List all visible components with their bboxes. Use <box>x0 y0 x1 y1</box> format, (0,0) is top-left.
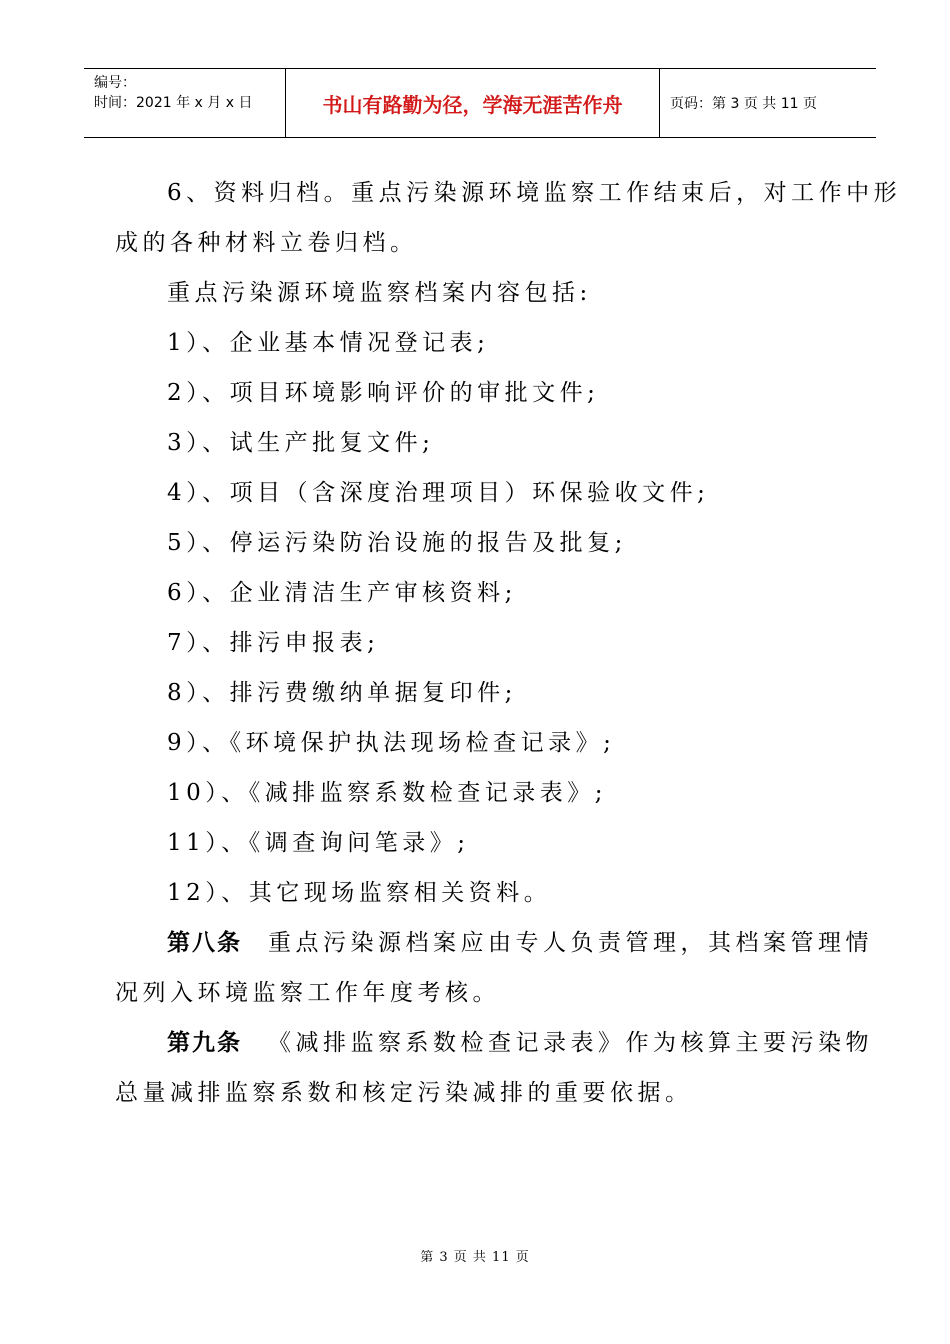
header-motto: 书山有路勤为径，学海无涯苦作舟 <box>286 69 660 137</box>
list-item: 6）、企业清洁生产审核资料; <box>167 580 517 606</box>
article-8-line-2: 况列入环境监察工作年度考核。 <box>115 980 500 1006</box>
page-header <box>84 68 876 138</box>
article-8-line-1 <box>167 924 873 957</box>
document-time-label: 时间：2021 年 x 月 x 日 <box>94 95 253 111</box>
article-9-heading: 第九条 <box>167 1030 242 1056</box>
list-item: 3）、试生产批复文件; <box>167 430 435 456</box>
list-item: 7）、排污申报表; <box>167 630 380 656</box>
list-item: 8）、排污费缴纳单据复印件; <box>167 680 517 706</box>
list-item: 12）、其它现场监察相关资料。 <box>167 880 552 906</box>
article-9-line-2: 总量减排监察系数和核定污染减排的重要依据。 <box>115 1080 693 1106</box>
list-item: 4）、项目（含深度治理项目）环保验收文件; <box>167 480 710 506</box>
list-item: 1）、企业基本情况登记表; <box>167 330 490 356</box>
list-item: 2）、项目环境影响评价的审批文件; <box>167 380 600 406</box>
page-footer: 第 3 页 共 11 页 <box>420 1250 530 1265</box>
paragraph-6-line-2: 成的各种材料立卷归档。 <box>115 230 418 256</box>
list-item: 9）、《环境保护执法现场检查记录》; <box>167 730 616 756</box>
article-9-line-1 <box>167 1024 873 1057</box>
list-item: 10）、《减排监察系数检查记录表》; <box>167 780 608 806</box>
list-item: 11）、《调查询问笔录》; <box>167 830 470 856</box>
document-number-label: 编号： <box>94 75 136 91</box>
header-meta <box>84 69 286 137</box>
archive-intro: 重点污染源环境监察档案内容包括: <box>167 280 592 306</box>
header-page-info: 页码：第 3 页 共 11 页 <box>670 96 817 112</box>
article-8-heading: 第八条 <box>167 930 242 956</box>
article-9-text: 《减排监察系数检查记录表》作为核算主要污染物 <box>268 1030 873 1056</box>
paragraph-6-line-1: 6、资料归档。重点污染源环境监察工作结束后，对工作中形 <box>167 180 902 206</box>
article-8-text: 重点污染源档案应由专人负责管理，其档案管理情 <box>268 930 873 956</box>
list-item: 5）、停运污染防治设施的报告及批复; <box>167 530 627 556</box>
